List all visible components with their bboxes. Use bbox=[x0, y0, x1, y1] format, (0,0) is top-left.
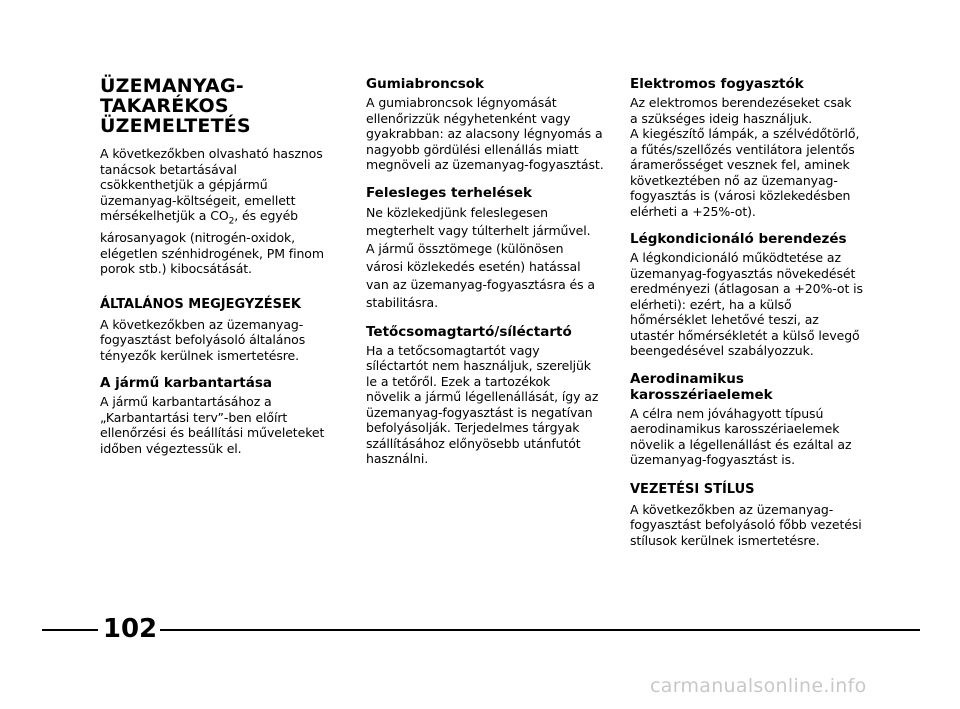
unnecessary-load-heading: Felesleges terhelések bbox=[366, 184, 532, 201]
driving-style-heading: VEZETÉSI STÍLUS bbox=[630, 481, 755, 497]
maintenance-text: A jármű karbantartásához a „Karbantartási terv”-ben előírt ellenőrzési és beállítási műveleteket időben végeztessük el. bbox=[100, 394, 325, 456]
column-middle bbox=[366, 76, 606, 483]
co2-subscript: 2 bbox=[228, 216, 235, 227]
driving-style-text: A következőkben az üzemanyag- fogyasztást befolyásoló főbb vezetési stílusok kerülnek ismertetésre. bbox=[630, 501, 862, 548]
maintenance-heading: A jármű karbantartása bbox=[100, 375, 272, 391]
roof-rack-text: Ha a tetőcsomagtartót vagy síléctartót nem használjuk, szereljük le a tetőről. Ezek a tartozékok növelik a jármű légellenállását, így az üzemanyag-fogyasztást is negatívan befolyásolják. Terjedelmes tárgyak szállításához előnyösebb utánfutót használni. bbox=[366, 342, 599, 466]
electrical-consumers-heading: Elektromos fogyasztók bbox=[630, 76, 804, 92]
intro-text: A következőkben olvasható hasznos tanácsok betartásával csökkenthetjük a gépjármű üzemanyag-költségeit, emellett mérsékelhetjük a CO bbox=[100, 146, 323, 223]
air-conditioning-heading: Légkondicionáló berendezés bbox=[630, 231, 847, 247]
unnecessary-load-text: Ne közlekedjünk feleslegesen megterhelt vagy túlterhelt járművel. A jármű össztömege (különösen városi közlekedés esetén) hatással van az üzemanyag-fogyasztásra és a stabilitásra. bbox=[366, 204, 595, 310]
watermark: carmanualsonline.info bbox=[650, 675, 867, 697]
tyres-text: A gumiabroncsok légnyomását ellenőrizzük négyhetenként vagy gyakrabban: az alacsony légnyomás a nagyobb gördülési ellenállás miatt megnöveli az üzemanyag-fogyasztást. bbox=[366, 95, 604, 172]
air-conditioning-text: A légkondicionáló működtetése az üzemanyag-fogyasztás növekedését eredményezi (átlagosan a +20%-ot is elérheti): ezért, ha a külső hőmérséklet lehetővé teszi, az utastér hőmérsékletét a külső levegő beengedésével szabályozzuk. bbox=[630, 250, 863, 358]
column-right bbox=[630, 76, 878, 564]
aerodynamic-parts-text: A célra nem jóváhagyott típusú aerodinamikus karosszériaelemek növelik a légellenállást és ezáltal az üzemanyag-fogyasztást is. bbox=[630, 405, 852, 467]
intro-paragraph bbox=[100, 146, 340, 277]
column-left bbox=[100, 76, 340, 472]
general-notes-text: A következőkben az üzemanyag- fogyasztást befolyásoló általános tényezők kerülnek ismertetésre. bbox=[100, 316, 306, 363]
tyres-heading: Gumiabroncsok bbox=[366, 76, 484, 92]
aerodynamic-parts-heading: Aerodinamikus karosszériaelemek bbox=[630, 370, 773, 403]
roof-rack-heading: Tetőcsomagtartó/síléctartó bbox=[366, 323, 572, 340]
intro-text-tail: , és egyéb károsanyagok (nitrogén-oxidok, elégetlen szénhidrogének, PM finom porok stb.) kibocsátását. bbox=[100, 208, 324, 276]
electrical-consumers-text: Az elektromos berendezéseket csak a szükséges ideig használjuk. A kiegészítő lámpák, a szélvédőtörlő, a fűtés/szellőzés ventilátora jelentős áramerősséget vesznek fel, aminek következtében nő az üzemanyag- fogyasztás is (városi közlekedésben elérheti a +25%-ot). bbox=[630, 95, 860, 219]
footer-rule-left bbox=[42, 629, 98, 631]
footer-rule-right bbox=[160, 629, 920, 631]
page-title: ÜZEMANYAG- TAKARÉKOS ÜZEMELTETÉS bbox=[100, 75, 251, 137]
general-notes-heading: ÁLTALÁNOS MEGJEGYZÉSEK bbox=[100, 296, 301, 312]
page-number: 102 bbox=[102, 614, 158, 644]
